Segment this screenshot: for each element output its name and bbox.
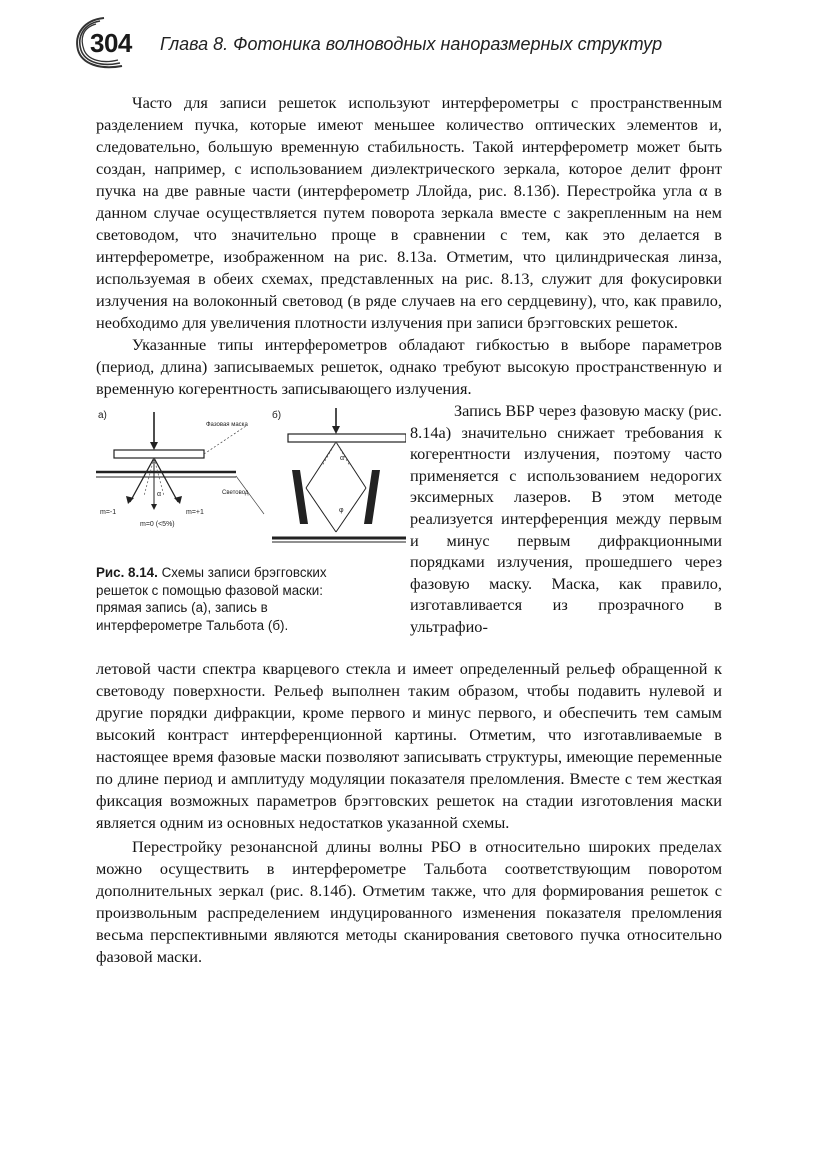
figure-8-14 [96, 400, 406, 658]
order-zero-label: m=0 (<5%) [140, 521, 175, 528]
order-minus-label: m=-1 [100, 509, 117, 516]
caption-label: Рис. 8.14. [96, 565, 158, 580]
phase-mask-a [114, 450, 204, 458]
caption-text: Схемы записи брэгговских решеток с помощью фазовой маски: прямая запись (а), запись в интерферометре Тальбота (б). [96, 565, 327, 633]
running-head: Глава 8. Фотоника волноводных наноразмерных структур [160, 34, 663, 54]
paragraph-2: Указанные типы интерферометров обладают гибкостью в выборе параметров (период, длина) записываемых решеток, однако требуют высокую пространственную и временную когерентность записывающего излучения. [96, 335, 722, 398]
angle-alpha-b: α [340, 455, 345, 462]
phase-mask-label: Фазовая маска [206, 422, 248, 428]
figure-with-side-text [96, 400, 722, 658]
fiber-label: Световод [222, 490, 249, 496]
paragraph-3-continued: летовой части спектра кварцевого стекла и имеет определенный рельеф обращенной к световоду поверхности. Рельеф выполнен таким образом, чтобы подавить нулевой и другие порядки дифракции, кроме первого и минус первого, и обеспечить тем самым высокий контраст интерференционной картины. Отметим, что изготавливаемые в настоящее время фазовые маски позволяют записывать структуры, имеющие переменные по длине период и амплитуду модуляции показателя преломления. Вместе с тем жесткая фиксация возможных параметров брэгговских решеток на стадии изготовления маски является одним из основных недостатков указанной схемы. [96, 659, 722, 832]
mirror-right [364, 470, 380, 524]
panel-a-label: а) [98, 410, 107, 421]
mirror-left [292, 470, 308, 524]
figure-caption [96, 564, 368, 634]
paragraph-4: Перестройку резонансной длины волны РБО в относительно широких пределах можно осуществить в интерферометре Тальбота соответствующим поворотом дополнительных зеркал (рис. 8.14б). Отметим также, что для формирования решеток с произвольным распределением индуцированного изменения показателя преломления весьма перспективными являются методы сканирования светового пучка относительно фазовой маски. [96, 837, 722, 966]
page-body [96, 92, 722, 968]
angle-phi: φ [339, 507, 344, 514]
page-number: 304 [90, 28, 132, 58]
page-header [70, 12, 770, 74]
paragraph-1: Часто для записи решеток используют интерферометры с пространственным разделением пучка, которые имеют меньшее количество оптических элементов и, следовательно, большую временную стабильность. Такой интерферометр может быть создан, например, с использованием диэлектрического зеркала, которое делит фронт пучка на две равные части (интерферометр Ллойда, рис. 8.13б). Перестройка угла α в данном случае осуществляется путем поворота зеркала вместе с закрепленным на нем световодом, что значительно проще в сравнении с тем, как это делается в интерферометре, изображенном на рис. 8.13а. Отметим, что цилиндрическая линза, используемая в обеих схемах, представленных на рис. 8.13, служит для фокусировки излучения на волоконный световод (в ряде случаев на его сердцевину), что, как правило, необходимо для увеличения плотности излучения при записи брэгговских решеток. [96, 93, 722, 332]
panel-b-label: б) [272, 410, 282, 421]
phase-mask-diagram [96, 404, 406, 554]
order-plus-label: m=+1 [186, 509, 204, 516]
phase-mask-b [288, 434, 406, 442]
paragraph-3-side: Запись ВБР через фазовую маску (рис. 8.14а) значительно снижает требования к когерентности излучения, поэтому часто применяется с использованием недорогих эксимерных лазеров. В этом методе реализуется интерференция между первым и минус первым дифракционными порядками излучения, прошедшего через фазовую маску. Маска, как правило, изготавливается из прозрачного в ультрафио- [410, 401, 722, 636]
angle-alpha-a: α [157, 491, 162, 498]
